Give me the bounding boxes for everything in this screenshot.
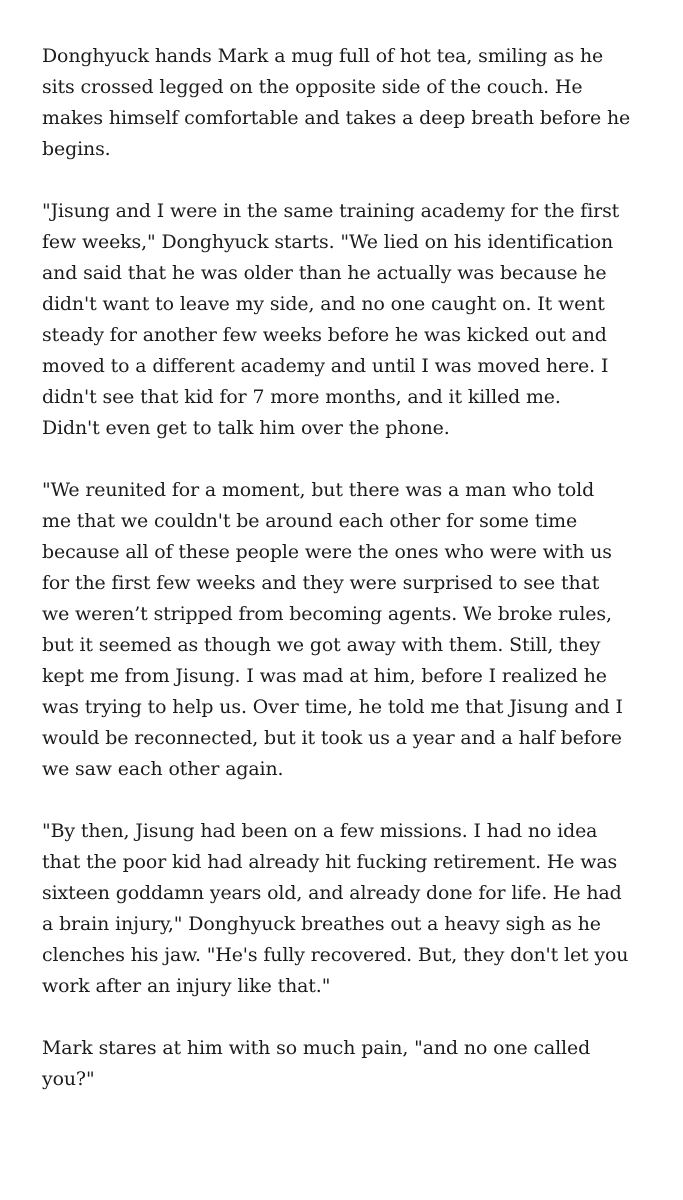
- text-line: but it seemed as though we got away with them. Still, they: [42, 634, 601, 656]
- text-line: because all of these people were the ones who were with us: [42, 541, 612, 563]
- paragraph-2: [42, 196, 663, 444]
- text-line: was trying to help us. Over time, he told me that Jisung and I: [42, 696, 623, 718]
- text-line: didn't see that kid for 7 more months, and it killed me.: [42, 386, 561, 408]
- paragraph-3: [42, 475, 663, 785]
- text-line: moved to a different academy and until I was moved here. I: [42, 355, 609, 377]
- text-line: sits crossed legged on the opposite side of the couch. He: [42, 76, 583, 98]
- text-line: a brain injury," Donghyuck breathes out a heavy sigh as he: [42, 913, 601, 935]
- text-line: Mark stares at him with so much pain, "and no one called: [42, 1037, 591, 1059]
- text-line: few weeks," Donghyuck starts. "We lied on his identification: [42, 231, 614, 253]
- text-line: that the poor kid had already hit fucking retirement. He was: [42, 851, 618, 873]
- text-line: we weren’t stripped from becoming agents. We broke rules,: [42, 603, 612, 625]
- text-line: Didn't even get to talk him over the phone.: [42, 417, 450, 439]
- text-line: begins.: [42, 138, 111, 160]
- text-line: "We reunited for a moment, but there was a man who told: [42, 479, 595, 501]
- text-line: didn't want to leave my side, and no one caught on. It went: [42, 293, 605, 315]
- paragraph-5: [42, 1033, 663, 1095]
- text-line: would be reconnected, but it took us a year and a half before: [42, 727, 622, 749]
- text-line: steady for another few weeks before he was kicked out and: [42, 324, 607, 346]
- text-line: we saw each other again.: [42, 758, 284, 780]
- text-line: work after an injury like that.": [42, 975, 331, 997]
- text-line: me that we couldn't be around each other for some time: [42, 510, 578, 532]
- paragraph-1: [42, 41, 663, 165]
- text-line: sixteen goddamn years old, and already done for life. He had: [42, 882, 622, 904]
- text-line: you?": [42, 1068, 95, 1090]
- text-line: kept me from Jisung. I was mad at him, before I realized he: [42, 665, 607, 687]
- text-line: "Jisung and I were in the same training academy for the first: [42, 200, 620, 222]
- paragraph-4: [42, 816, 663, 1002]
- text-line: Donghyuck hands Mark a mug full of hot tea, smiling as he: [42, 45, 604, 67]
- text-line: and said that he was older than he actually was because he: [42, 262, 607, 284]
- text-line: makes himself comfortable and takes a deep breath before he: [42, 107, 631, 129]
- text-line: clenches his jaw. "He's fully recovered. But, they don't let you: [42, 944, 629, 966]
- text-line: "By then, Jisung had been on a few missions. I had no idea: [42, 820, 598, 842]
- text-line: for the first few weeks and they were surprised to see that: [42, 572, 600, 594]
